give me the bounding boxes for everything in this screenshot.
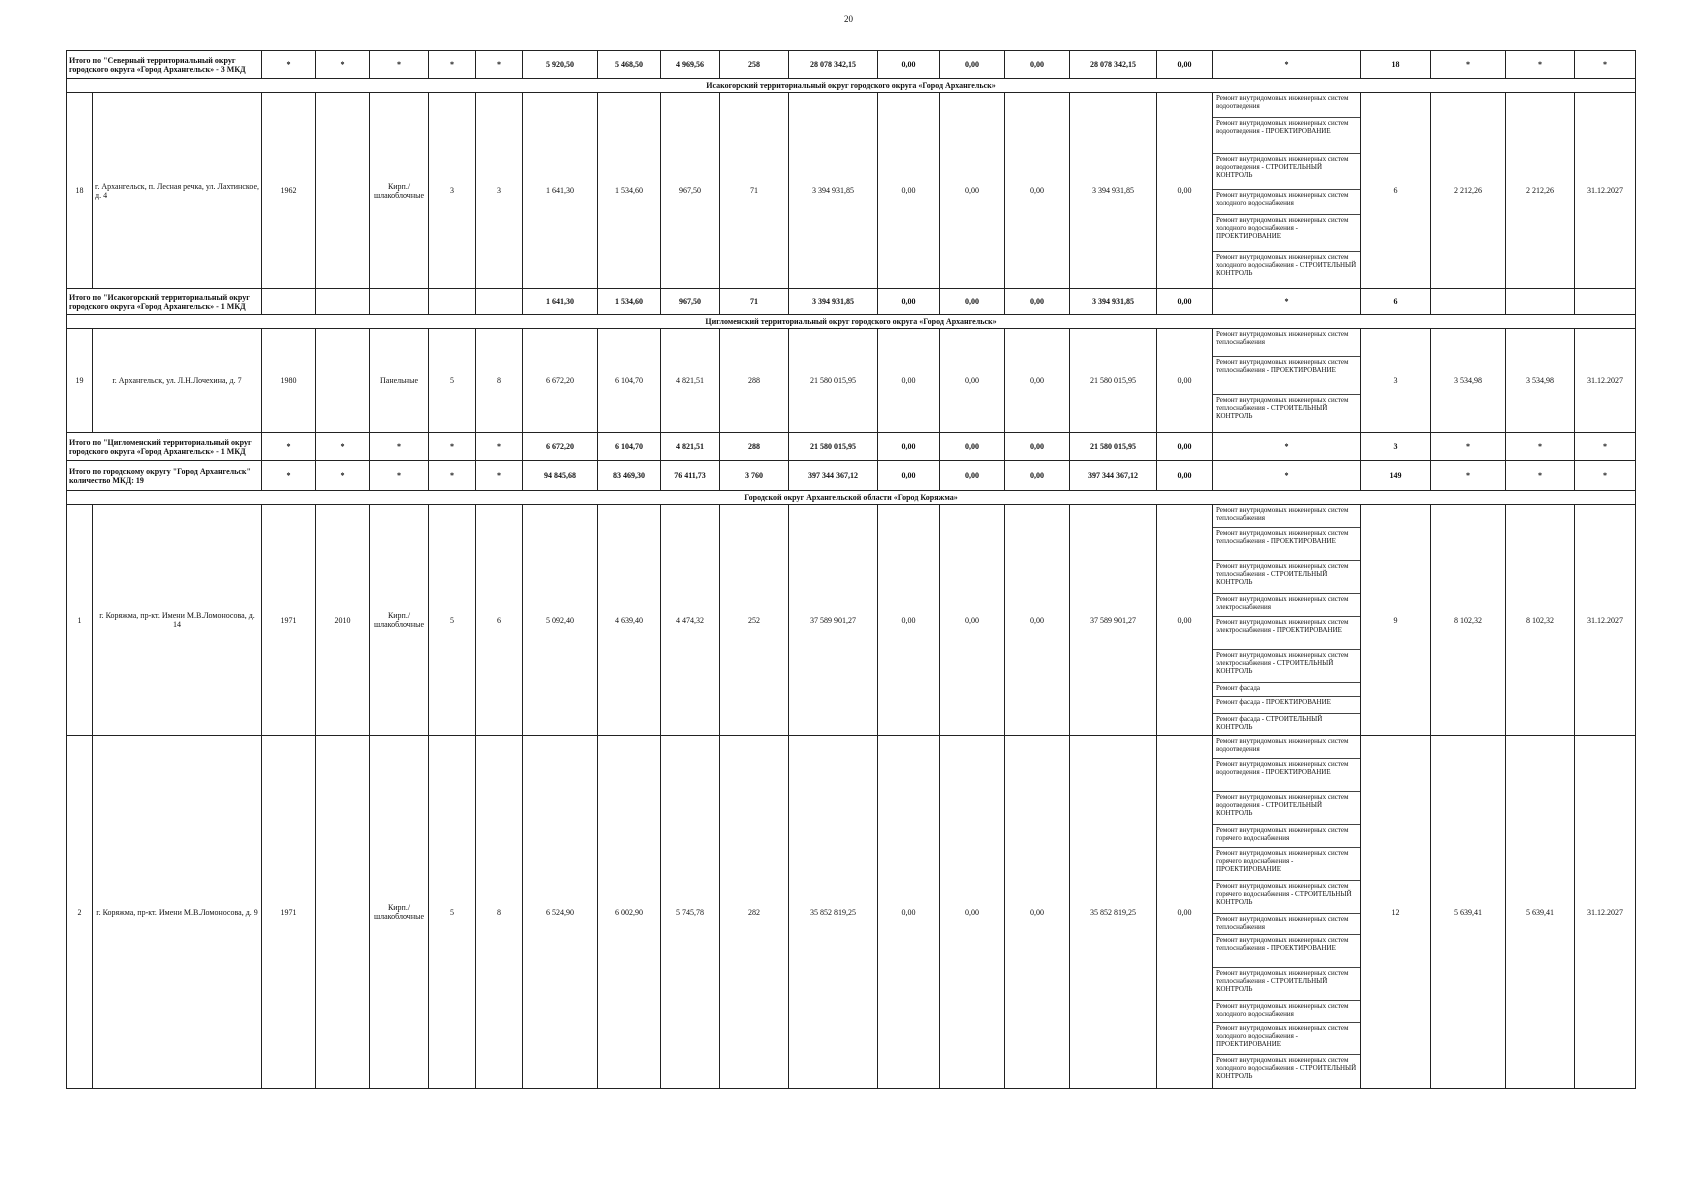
total-year-built: * (262, 461, 316, 491)
total-entrances: * (476, 51, 523, 79)
total-residents: 3 760 (720, 461, 789, 491)
fund-other: 0,00 (1157, 93, 1213, 289)
cost-total: 37 589 901,27 (789, 505, 878, 736)
work-item: Ремонт внутридомовых инженерных систем водоотведения (1213, 736, 1360, 759)
total-area-total: 5 920,50 (523, 51, 598, 79)
fund-local: 0,00 (1005, 329, 1070, 433)
total-unit-limit: * (1506, 433, 1575, 461)
total-fund-other: 0,00 (1157, 289, 1213, 315)
total-label: Итого по "Северный территориальный округ городского округа «Город Архангельск» - 3 МКД (67, 51, 262, 79)
cost-total: 21 580 015,95 (789, 329, 878, 433)
total-cost: 397 344 367,12 (789, 461, 878, 491)
fund-federal: 0,00 (878, 736, 940, 1089)
works-count: 3 (1361, 329, 1431, 433)
total-fund-owners: 28 078 342,15 (1070, 51, 1157, 79)
total-fund-owners: 3 394 931,85 (1070, 289, 1157, 315)
section-row (67, 491, 1636, 505)
fund-other: 0,00 (1157, 505, 1213, 736)
area-residential: 4 821,51 (661, 329, 720, 433)
total-works: * (1213, 461, 1361, 491)
total-residents: 288 (720, 433, 789, 461)
total-unit-cost: * (1431, 433, 1506, 461)
house-number: 19 (67, 329, 93, 433)
total-unit-cost (1431, 289, 1506, 315)
fund-other: 0,00 (1157, 736, 1213, 1089)
section-title-koryazhma: Городской округ Архангельской области «Город Коряжма» (67, 491, 1636, 505)
work-item: Ремонт внутридомовых инженерных систем теплоснабжения - ПРОЕКТИРОВАНИЕ (1213, 528, 1360, 561)
work-item: Ремонт внутридомовых инженерных систем водоотведения - СТРОИТЕЛЬНЫЙ КОНТРОЛЬ (1213, 154, 1360, 190)
fund-owners: 35 852 819,25 (1070, 736, 1157, 1089)
total-year-built: * (262, 51, 316, 79)
residents: 71 (720, 93, 789, 289)
total-year-overhaul (316, 289, 370, 315)
total-residents: 71 (720, 289, 789, 315)
area-residential: 5 745,78 (661, 736, 720, 1089)
floors: 5 (429, 505, 476, 736)
fund-regional: 0,00 (940, 93, 1005, 289)
fund-owners: 37 589 901,27 (1070, 505, 1157, 736)
work-item: Ремонт внутридомовых инженерных систем электроснабжения - ПРОЕКТИРОВАНИЕ (1213, 617, 1360, 650)
total-cost: 28 078 342,15 (789, 51, 878, 79)
work-item: Ремонт внутридомовых инженерных систем водоотведения - ПРОЕКТИРОВАНИЕ (1213, 118, 1360, 154)
fund-owners: 3 394 931,85 (1070, 93, 1157, 289)
works-count: 6 (1361, 93, 1431, 289)
total-entrances: * (476, 461, 523, 491)
work-item: Ремонт фасада - СТРОИТЕЛЬНЫЙ КОНТРОЛЬ (1216, 715, 1323, 731)
deadline: 31.12.2027 (1575, 93, 1636, 289)
total-residents: 258 (720, 51, 789, 79)
work-item: Ремонт внутридомовых инженерных систем электроснабжения (1213, 594, 1360, 617)
table-row-koryazhma-1 (67, 505, 1636, 736)
work-item: Ремонт внутридомовых инженерных систем горячего водоснабжения - ПРОЕКТИРОВАНИЕ (1213, 848, 1360, 881)
fund-regional: 0,00 (940, 505, 1005, 736)
total-year-built: * (262, 433, 316, 461)
total-area-premises: 6 104,70 (598, 433, 661, 461)
entrances: 3 (476, 93, 523, 289)
total-unit-limit: * (1506, 51, 1575, 79)
total-wall-material: * (370, 461, 429, 491)
total-fund-federal: 0,00 (878, 289, 940, 315)
year-overhaul (316, 329, 370, 433)
area-total: 6 672,20 (523, 329, 598, 433)
total-unit-cost: * (1431, 461, 1506, 491)
total-fund-other: 0,00 (1157, 433, 1213, 461)
area-total: 1 641,30 (523, 93, 598, 289)
deadline: 31.12.2027 (1575, 329, 1636, 433)
work-item: Ремонт внутридомовых инженерных систем холодного водоснабжения - СТРОИТЕЛЬНЫЙ КОНТРОЛЬ (1216, 1056, 1357, 1080)
fund-federal: 0,00 (878, 93, 940, 289)
house-address: г. Коряжма, пр-кт. Имени М.В.Ломоносова, д. 9 (93, 736, 262, 1089)
total-fund-regional: 0,00 (940, 461, 1005, 491)
wall-material: Панельные (370, 329, 429, 433)
total-area-premises: 1 534,60 (598, 289, 661, 315)
total-fund-regional: 0,00 (940, 51, 1005, 79)
works-list (1213, 505, 1361, 736)
residents: 252 (720, 505, 789, 736)
total-fund-regional: 0,00 (940, 289, 1005, 315)
section-row (67, 315, 1636, 329)
work-item: Ремонт внутридомовых инженерных систем теплоснабжения - СТРОИТЕЛЬНЫЙ КОНТРОЛЬ (1213, 968, 1360, 1001)
total-label: Итого по "Исакогорский территориальный округ городского округа «Город Архангельск» - 1 МКД (67, 289, 262, 315)
total-works-count: 149 (1361, 461, 1431, 491)
cost-total: 3 394 931,85 (789, 93, 878, 289)
total-works-count: 6 (1361, 289, 1431, 315)
year-built: 1971 (262, 505, 316, 736)
total-row-severny (67, 51, 1636, 79)
area-total: 5 092,40 (523, 505, 598, 736)
fund-other: 0,00 (1157, 329, 1213, 433)
unit-limit: 3 534,98 (1506, 329, 1575, 433)
fund-owners: 21 580 015,95 (1070, 329, 1157, 433)
total-wall-material: * (370, 51, 429, 79)
works-count: 9 (1361, 505, 1431, 736)
total-deadline (1575, 289, 1636, 315)
house-number: 1 (67, 505, 93, 736)
unit-cost: 5 639,41 (1431, 736, 1506, 1089)
total-cost: 3 394 931,85 (789, 289, 878, 315)
total-row-isakogorsky (67, 289, 1636, 315)
total-area-total: 6 672,20 (523, 433, 598, 461)
fund-local: 0,00 (1005, 736, 1070, 1089)
house-address: г. Коряжма, пр-кт. Имени М.В.Ломоносова, д. 14 (93, 505, 262, 736)
area-premises: 4 639,40 (598, 505, 661, 736)
area-premises: 1 534,60 (598, 93, 661, 289)
total-area-residential: 4 821,51 (661, 433, 720, 461)
wall-material: Кирп./ шлакоблочные (370, 736, 429, 1089)
fund-local: 0,00 (1005, 505, 1070, 736)
total-wall-material: * (370, 433, 429, 461)
total-works: * (1213, 433, 1361, 461)
house-address: г. Архангельск, п. Лесная речка, ул. Лахтинское, д. 4 (93, 93, 262, 289)
floors: 5 (429, 736, 476, 1089)
total-unit-cost: * (1431, 51, 1506, 79)
total-area-total: 94 845,68 (523, 461, 598, 491)
fund-regional: 0,00 (940, 329, 1005, 433)
total-entrances: * (476, 433, 523, 461)
year-built: 1971 (262, 736, 316, 1089)
total-floors: * (429, 51, 476, 79)
unit-limit: 5 639,41 (1506, 736, 1575, 1089)
total-entrances (476, 289, 523, 315)
unit-cost: 8 102,32 (1431, 505, 1506, 736)
house-number: 2 (67, 736, 93, 1089)
work-item: Ремонт внутридомовых инженерных систем теплоснабжения - ПРОЕКТИРОВАНИЕ (1213, 935, 1360, 968)
capital-repair-register-table (66, 50, 1636, 1089)
total-fund-local: 0,00 (1005, 51, 1070, 79)
floors: 5 (429, 329, 476, 433)
work-item: Ремонт внутридомовых инженерных систем водоотведения - ПРОЕКТИРОВАНИЕ (1213, 759, 1360, 792)
total-floors: * (429, 433, 476, 461)
floors: 3 (429, 93, 476, 289)
residents: 282 (720, 736, 789, 1089)
total-deadline: * (1575, 51, 1636, 79)
total-fund-federal: 0,00 (878, 461, 940, 491)
total-fund-federal: 0,00 (878, 51, 940, 79)
entrances: 6 (476, 505, 523, 736)
area-premises: 6 104,70 (598, 329, 661, 433)
unit-limit: 8 102,32 (1506, 505, 1575, 736)
work-item: Ремонт внутридомовых инженерных систем холодного водоснабжения (1213, 190, 1360, 215)
wall-material: Кирп./ шлакоблочные (370, 93, 429, 289)
total-area-residential: 4 969,56 (661, 51, 720, 79)
total-year-overhaul: * (316, 461, 370, 491)
area-residential: 967,50 (661, 93, 720, 289)
year-built: 1962 (262, 93, 316, 289)
total-area-total: 1 641,30 (523, 289, 598, 315)
total-works-count: 18 (1361, 51, 1431, 79)
total-works: * (1213, 289, 1361, 315)
total-works: * (1213, 51, 1361, 79)
total-area-residential: 76 411,73 (661, 461, 720, 491)
wall-material: Кирп./ шлакоблочные (370, 505, 429, 736)
work-item: Ремонт фасада (1213, 683, 1360, 697)
total-row-tsiglomensky (67, 433, 1636, 461)
cost-total: 35 852 819,25 (789, 736, 878, 1089)
total-deadline: * (1575, 433, 1636, 461)
house-address: г. Архангельск, ул. Л.Н.Лочехина, д. 7 (93, 329, 262, 433)
works-count: 12 (1361, 736, 1431, 1089)
work-item: Ремонт внутридомовых инженерных систем электроснабжения - СТРОИТЕЛЬНЫЙ КОНТРОЛЬ (1213, 650, 1360, 683)
work-item: Ремонт внутридомовых инженерных систем водоотведения (1213, 93, 1360, 118)
work-item: Ремонт внутридомовых инженерных систем теплоснабжения - ПРОЕКТИРОВАНИЕ (1213, 357, 1360, 395)
deadline: 31.12.2027 (1575, 505, 1636, 736)
work-item: Ремонт внутридомовых инженерных систем холодного водоснабжения - ПРОЕКТИРОВАНИЕ (1213, 215, 1360, 252)
total-works-count: 3 (1361, 433, 1431, 461)
page-number: 20 (844, 14, 853, 24)
works-list (1213, 736, 1361, 1089)
work-item: Ремонт внутридомовых инженерных систем теплоснабжения (1213, 914, 1360, 935)
fund-federal: 0,00 (878, 329, 940, 433)
work-item: Ремонт внутридомовых инженерных систем теплоснабжения - СТРОИТЕЛЬНЫЙ КОНТРОЛЬ (1216, 396, 1349, 420)
section-title-isakogorsky: Исакогорский территориальный округ городского округа «Город Архангельск» (67, 79, 1636, 93)
works-list (1213, 329, 1361, 433)
area-residential: 4 474,32 (661, 505, 720, 736)
total-label: Итого по городскому округу "Город Архангельск" количество МКД: 19 (67, 461, 262, 491)
total-fund-federal: 0,00 (878, 433, 940, 461)
work-item: Ремонт внутридомовых инженерных систем теплоснабжения (1213, 505, 1360, 528)
total-unit-limit (1506, 289, 1575, 315)
table-row-house-19 (67, 329, 1636, 433)
total-area-premises: 5 468,50 (598, 51, 661, 79)
total-label: Итого по "Цигломенский территориальный округ городского округа «Город Архангельск» - 1 МКД (67, 433, 262, 461)
total-fund-local: 0,00 (1005, 289, 1070, 315)
total-cost: 21 580 015,95 (789, 433, 878, 461)
total-row-arkhangelsk (67, 461, 1636, 491)
work-item: Ремонт внутридомовых инженерных систем водоотведения - СТРОИТЕЛЬНЫЙ КОНТРОЛЬ (1213, 792, 1360, 825)
total-deadline: * (1575, 461, 1636, 491)
fund-federal: 0,00 (878, 505, 940, 736)
total-area-premises: 83 469,30 (598, 461, 661, 491)
table-row-house-18 (67, 93, 1636, 289)
total-fund-other: 0,00 (1157, 51, 1213, 79)
work-item: Ремонт внутридомовых инженерных систем теплоснабжения (1213, 329, 1360, 357)
unit-cost: 2 212,26 (1431, 93, 1506, 289)
area-premises: 6 002,90 (598, 736, 661, 1089)
work-item: Ремонт внутридомовых инженерных систем горячего водоснабжения - СТРОИТЕЛЬНЫЙ КОНТРОЛЬ (1213, 881, 1360, 914)
deadline: 31.12.2027 (1575, 736, 1636, 1089)
work-item: Ремонт внутридомовых инженерных систем холодного водоснабжения (1213, 1001, 1360, 1023)
total-wall-material (370, 289, 429, 315)
section-row (67, 79, 1636, 93)
total-year-overhaul: * (316, 51, 370, 79)
total-year-built (262, 289, 316, 315)
total-fund-local: 0,00 (1005, 433, 1070, 461)
year-overhaul (316, 93, 370, 289)
work-item: Ремонт внутридомовых инженерных систем холодного водоснабжения - СТРОИТЕЛЬНЫЙ КОНТРОЛЬ (1216, 253, 1357, 277)
area-total: 6 524,90 (523, 736, 598, 1089)
section-title-tsiglomensky: Цигломенский территориальный округ городского округа «Город Архангельск» (67, 315, 1636, 329)
work-item: Ремонт внутридомовых инженерных систем горячего водоснабжения (1213, 825, 1360, 848)
year-overhaul: 2010 (316, 505, 370, 736)
table-row-koryazhma-2 (67, 736, 1636, 1089)
unit-cost: 3 534,98 (1431, 329, 1506, 433)
residents: 288 (720, 329, 789, 433)
total-area-residential: 967,50 (661, 289, 720, 315)
year-built: 1980 (262, 329, 316, 433)
total-fund-local: 0,00 (1005, 461, 1070, 491)
year-overhaul (316, 736, 370, 1089)
work-item: Ремонт фасада - ПРОЕКТИРОВАНИЕ (1213, 697, 1360, 714)
total-unit-limit: * (1506, 461, 1575, 491)
total-fund-other: 0,00 (1157, 461, 1213, 491)
fund-regional: 0,00 (940, 736, 1005, 1089)
unit-limit: 2 212,26 (1506, 93, 1575, 289)
total-fund-regional: 0,00 (940, 433, 1005, 461)
entrances: 8 (476, 736, 523, 1089)
total-fund-owners: 397 344 367,12 (1070, 461, 1157, 491)
house-number: 18 (67, 93, 93, 289)
total-floors: * (429, 461, 476, 491)
total-year-overhaul: * (316, 433, 370, 461)
work-item: Ремонт внутридомовых инженерных систем холодного водоснабжения - ПРОЕКТИРОВАНИЕ (1213, 1023, 1360, 1055)
work-item: Ремонт внутридомовых инженерных систем теплоснабжения - СТРОИТЕЛЬНЫЙ КОНТРОЛЬ (1213, 561, 1360, 594)
works-list (1213, 93, 1361, 289)
entrances: 8 (476, 329, 523, 433)
total-fund-owners: 21 580 015,95 (1070, 433, 1157, 461)
total-floors (429, 289, 476, 315)
fund-local: 0,00 (1005, 93, 1070, 289)
